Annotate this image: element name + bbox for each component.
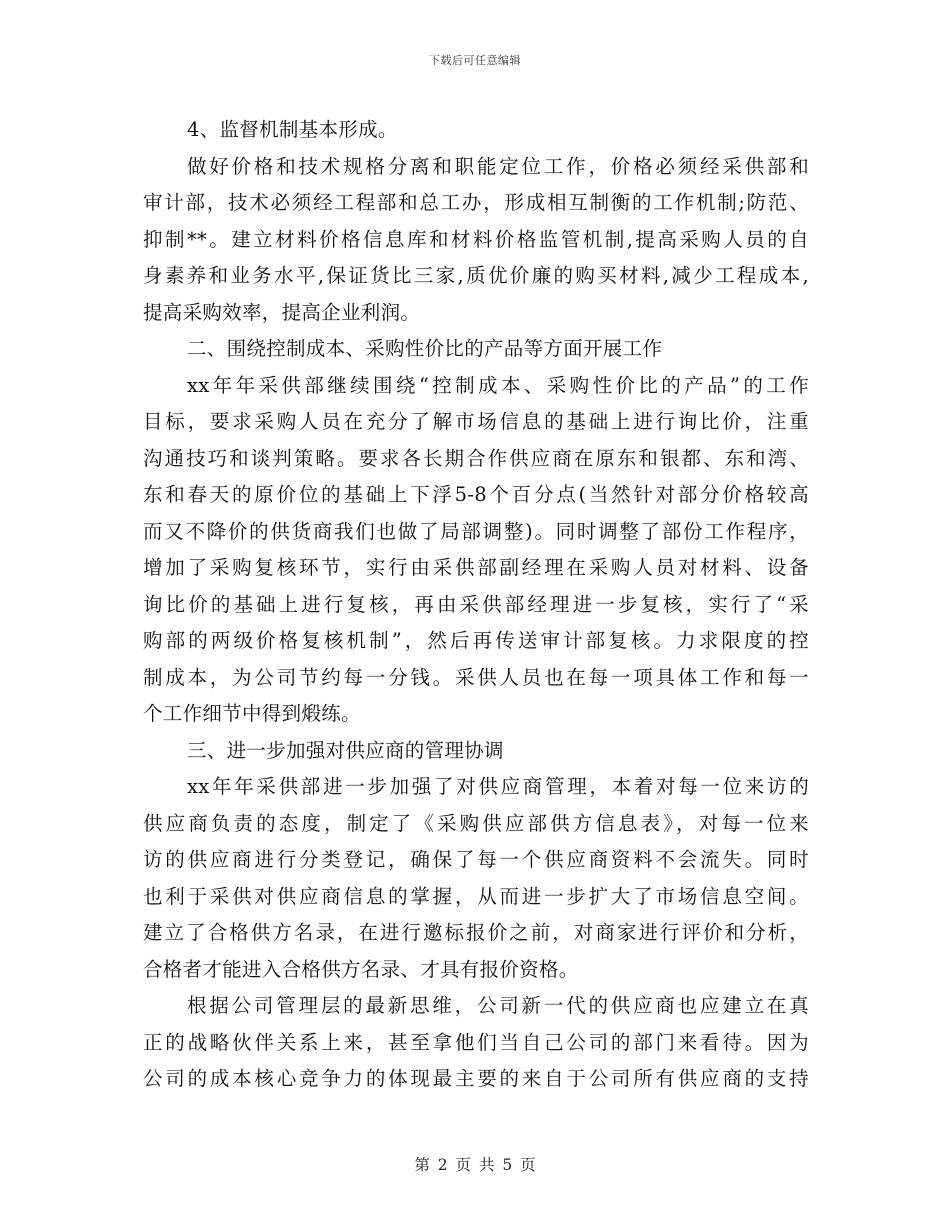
text-line: 做好价格和技术规格分离和职能定位工作，价格必须经采供部和	[187, 154, 809, 178]
text-line: 访的供应商进行分类登记，确保了每一个供应商资料不会流失。同时	[143, 848, 809, 871]
text-line: 供应商负责的态度，制定了《采购供应部供方信息表》，对每一位来	[143, 811, 809, 835]
text-line: 审计部，技术必须经工程部和总工办，形成相互制衡的工作机制;防范、	[143, 191, 809, 214]
text-line: 个工作细节中得到煅练。	[143, 702, 361, 725]
page-footer: 第 2 页 共 5 页	[414, 1156, 536, 1174]
text-line: 制成本，为公司节约每一分钱。采供人员也在每一项具体工作和每一	[143, 665, 809, 689]
text-line: 正的战略伙伴关系上来，甚至拿他们当自己公司的部门来看待。因为	[143, 1030, 809, 1054]
text-line: 提高采购效率，提高企业利润。	[143, 300, 421, 324]
text-line: 建立了合格供方名录，在进行邀标报价之前，对商家进行评价和分析，	[143, 921, 809, 944]
text-line: 合格者才能进入合格供方名录、才具有报价资格。	[143, 957, 579, 981]
text-line: 抑制**。建立材料价格信息库和材料价格监管机制,提高采购人员的自	[143, 227, 809, 251]
text-line: 沟通技巧和谈判策略。要求各长期合作供应商在原东和银都、东和湾、	[143, 446, 809, 470]
text-line: 购部的两级价格复核机制”，然后再传送审计部复核。力求限度的控	[143, 629, 809, 652]
text-line: xx年年采供部继续围绕“控制成本、采购性价比的产品”的工作	[187, 373, 809, 397]
text-line: 也利于采供对供应商信息的掌握，从而进一步扩大了市场信息空间。	[143, 884, 809, 908]
text-line: 4、监督机制基本形成。	[187, 118, 398, 141]
text-line: xx年年采供部进一步加强了对供应商管理，本着对每一位来访的	[187, 775, 809, 798]
text-line: 询比价的基础上进行复核，再由采供部经理进一步复核，实行了“采	[143, 592, 809, 616]
text-line: 东和春天的原价位的基础上下浮5-8个百分点(当然针对部分价格较高	[143, 483, 809, 506]
text-line: 身素养和业务水平,保证货比三家,质优价廉的购买材料,减少工程成本,	[143, 264, 809, 287]
text-line: 三、进一步加强对供应商的管理协调	[187, 738, 504, 762]
text-line: 目标，要求采购人员在充分了解市场信息的基础上进行询比价，注重	[143, 410, 809, 433]
document-body	[143, 112, 809, 1098]
text-line: 根据公司管理层的最新思维，公司新一代的供应商也应建立在真	[187, 994, 809, 1017]
page-header: 下载后可任意编辑	[429, 54, 521, 67]
text-line: 增加了采购复核环节，实行由采供部副经理在采购人员对材料、设备	[143, 556, 809, 579]
text-line: 而又不降价的供货商我们也做了局部调整)。同时调整了部份工作程序，	[143, 519, 809, 543]
text-line: 公司的成本核心竞争力的体现最主要的来自于公司所有供应商的支持	[143, 1067, 809, 1090]
text-line: 二、围绕控制成本、采购性价比的产品等方面开展工作	[187, 337, 663, 360]
